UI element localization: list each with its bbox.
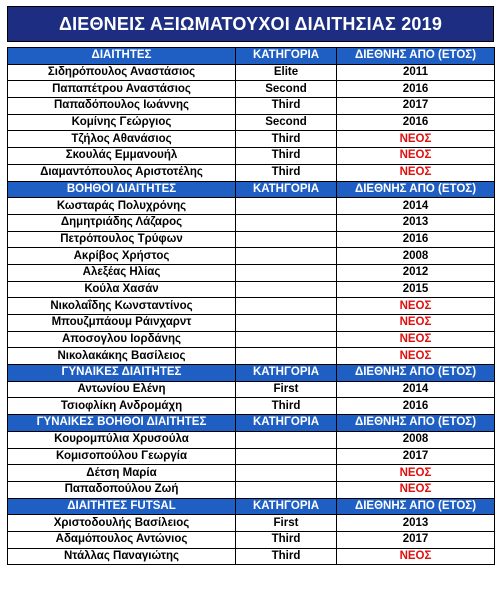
referee-name: Σκουλάς Εμμανουήλ [8, 148, 236, 165]
referee-name: Αδαμόπουλος Αντώνιος [8, 531, 236, 548]
referee-category [236, 281, 337, 298]
referee-international-since: 2016 [337, 231, 495, 248]
referee-international-since: 2015 [337, 281, 495, 298]
table-row [8, 164, 495, 181]
referee-category [236, 248, 337, 265]
referee-international-since: 2008 [337, 248, 495, 265]
table-row [8, 231, 495, 248]
section-header-row [8, 48, 495, 65]
table-row [8, 131, 495, 148]
referee-category [236, 431, 337, 448]
table-row [8, 348, 495, 365]
referee-international-since: 2016 [337, 114, 495, 131]
referee-name: Δημητριάδης Λάζαρος [8, 214, 236, 231]
section-header-since: ΔΙΕΘΝΗΣ ΑΠΟ (ΕΤΟΣ) [337, 365, 495, 382]
referee-name: Δέτση Μαρία [8, 465, 236, 482]
section-header-since: ΔΙΕΘΝΗΣ ΑΠΟ (ΕΤΟΣ) [337, 181, 495, 198]
referee-international-since: 2008 [337, 431, 495, 448]
referee-category: Third [236, 548, 337, 565]
section-header-row [8, 181, 495, 198]
referee-category: First [236, 515, 337, 532]
section-header-category: ΚΑΤΗΓΟΡΙΑ [236, 498, 337, 515]
referee-category [236, 315, 337, 332]
table-row [8, 465, 495, 482]
section-header-category: ΚΑΤΗΓΟΡΙΑ [236, 365, 337, 382]
referee-name: Παπαδόπουλος Ιωάννης [8, 98, 236, 115]
section-header-category: ΚΑΤΗΓΟΡΙΑ [236, 181, 337, 198]
referee-international-since: 2014 [337, 198, 495, 215]
section-header-category: ΚΑΤΗΓΟΡΙΑ [236, 415, 337, 432]
referee-international-since: ΝΕΟΣ [337, 465, 495, 482]
referee-category: Third [236, 164, 337, 181]
table-row [8, 198, 495, 215]
referee-international-since: ΝΕΟΣ [337, 348, 495, 365]
referee-international-since: 2017 [337, 531, 495, 548]
referee-category [236, 231, 337, 248]
referee-international-since: ΝΕΟΣ [337, 481, 495, 498]
section-header-since: ΔΙΕΘΝΗΣ ΑΠΟ (ΕΤΟΣ) [337, 498, 495, 515]
referee-category: Second [236, 114, 337, 131]
referee-international-since: ΝΕΟΣ [337, 148, 495, 165]
referee-international-since: 2016 [337, 398, 495, 415]
referee-name: Κωσταράς Πολυχρόνης [8, 198, 236, 215]
referee-category [236, 481, 337, 498]
referee-name: Νικολαΐδης Κωνσταντίνος [8, 298, 236, 315]
referee-international-since: 2012 [337, 264, 495, 281]
referee-category: Second [236, 81, 337, 98]
referee-category: Third [236, 398, 337, 415]
section-header-row [8, 365, 495, 382]
referee-category [236, 198, 337, 215]
referee-name: Αλεξέας Ηλίας [8, 264, 236, 281]
referee-category [236, 214, 337, 231]
referee-name: Σιδηρόπουλος Αναστάσιος [8, 64, 236, 81]
referee-category [236, 348, 337, 365]
section-header-name: ΔΙΑΙΤΗΤΕΣ FUTSAL [8, 498, 236, 515]
referees-table [7, 47, 495, 565]
table-row [8, 114, 495, 131]
section-header-name: ΓΥΝΑΙΚΕΣ ΔΙΑΙΤΗΤΕΣ [8, 365, 236, 382]
table-row [8, 281, 495, 298]
table-row [8, 148, 495, 165]
referee-name: Κομισοπούλου Γεωργία [8, 448, 236, 465]
referee-international-since: 2014 [337, 381, 495, 398]
section-header-since: ΔΙΕΘΝΗΣ ΑΠΟ (ΕΤΟΣ) [337, 415, 495, 432]
referee-international-since: ΝΕΟΣ [337, 315, 495, 332]
section-header-name: ΔΙΑΙΤΗΤΕΣ [8, 48, 236, 65]
referee-international-since: ΝΕΟΣ [337, 131, 495, 148]
referee-name: Κομίνης Γεώργιος [8, 114, 236, 131]
table-row [8, 431, 495, 448]
referee-name: Χριστοδουλής Βασίλειος [8, 515, 236, 532]
referee-name: Κούλα Χασάν [8, 281, 236, 298]
table-row [8, 381, 495, 398]
referee-category: Third [236, 98, 337, 115]
section-header-since: ΔΙΕΘΝΗΣ ΑΠΟ (ΕΤΟΣ) [337, 48, 495, 65]
table-row [8, 481, 495, 498]
section-header-category: ΚΑΤΗΓΟΡΙΑ [236, 48, 337, 65]
referee-name: Μπουζμπάουμ Ράινχαρντ [8, 315, 236, 332]
referee-category [236, 264, 337, 281]
section-header-name: ΒΟΗΘΟΙ ΔΙΑΙΤΗΤΕΣ [8, 181, 236, 198]
referee-name: Αντωνίου Ελένη [8, 381, 236, 398]
table-row [8, 548, 495, 565]
referee-international-since: 2013 [337, 214, 495, 231]
referee-category: Third [236, 131, 337, 148]
referee-category: First [236, 381, 337, 398]
table-row [8, 331, 495, 348]
table-row [8, 98, 495, 115]
referee-category: Third [236, 531, 337, 548]
table-row [8, 515, 495, 532]
referee-name: Παπαπέτρου Αναστάσιος [8, 81, 236, 98]
referee-international-since: ΝΕΟΣ [337, 298, 495, 315]
referee-category [236, 298, 337, 315]
referee-name: Νικολακάκης Βασίλειος [8, 348, 236, 365]
referee-name: Πετρόπουλος Τρύφων [8, 231, 236, 248]
referee-category [236, 448, 337, 465]
referee-name: Ακρίβος Χρήστος [8, 248, 236, 265]
referee-international-since: 2013 [337, 515, 495, 532]
referee-international-since: 2017 [337, 98, 495, 115]
table-row [8, 81, 495, 98]
referee-name: Τζήλος Αθανάσιος [8, 131, 236, 148]
referee-name: Ντάλλας Παναγιώτης [8, 548, 236, 565]
referee-international-since: 2016 [337, 81, 495, 98]
referee-international-since: ΝΕΟΣ [337, 164, 495, 181]
table-row [8, 315, 495, 332]
table-row [8, 214, 495, 231]
section-header-name: ΓΥΝΑΙΚΕΣ ΒΟΗΘΟΙ ΔΙΑΙΤΗΤΕΣ [8, 415, 236, 432]
referee-name: Παπαδοπούλου Ζωή [8, 481, 236, 498]
table-row [8, 448, 495, 465]
referee-name: Αποσογλου Ιορδάνης [8, 331, 236, 348]
section-header-row [8, 498, 495, 515]
table-row [8, 248, 495, 265]
referee-international-since: ΝΕΟΣ [337, 331, 495, 348]
section-header-row [8, 415, 495, 432]
referee-name: Διαμαντόπουλος Αριστοτέλης [8, 164, 236, 181]
referee-category [236, 465, 337, 482]
table-row [8, 531, 495, 548]
referee-international-since: ΝΕΟΣ [337, 548, 495, 565]
referee-name: Κουρομπύλια Χρυσούλα [8, 431, 236, 448]
table-row [8, 264, 495, 281]
referee-international-since: 2017 [337, 448, 495, 465]
referee-international-since: 2011 [337, 64, 495, 81]
table-row [8, 298, 495, 315]
referee-category [236, 331, 337, 348]
referee-name: Τσιοφλίκη Ανδρομάχη [8, 398, 236, 415]
table-row [8, 64, 495, 81]
referee-category: Third [236, 148, 337, 165]
table-row [8, 398, 495, 415]
document-title: ΔΙΕΘΝΕΙΣ ΑΞΙΩΜΑΤΟΥΧΟΙ ΔΙΑΙΤΗΣΙΑΣ 2019 [7, 6, 494, 42]
referee-category: Elite [236, 64, 337, 81]
